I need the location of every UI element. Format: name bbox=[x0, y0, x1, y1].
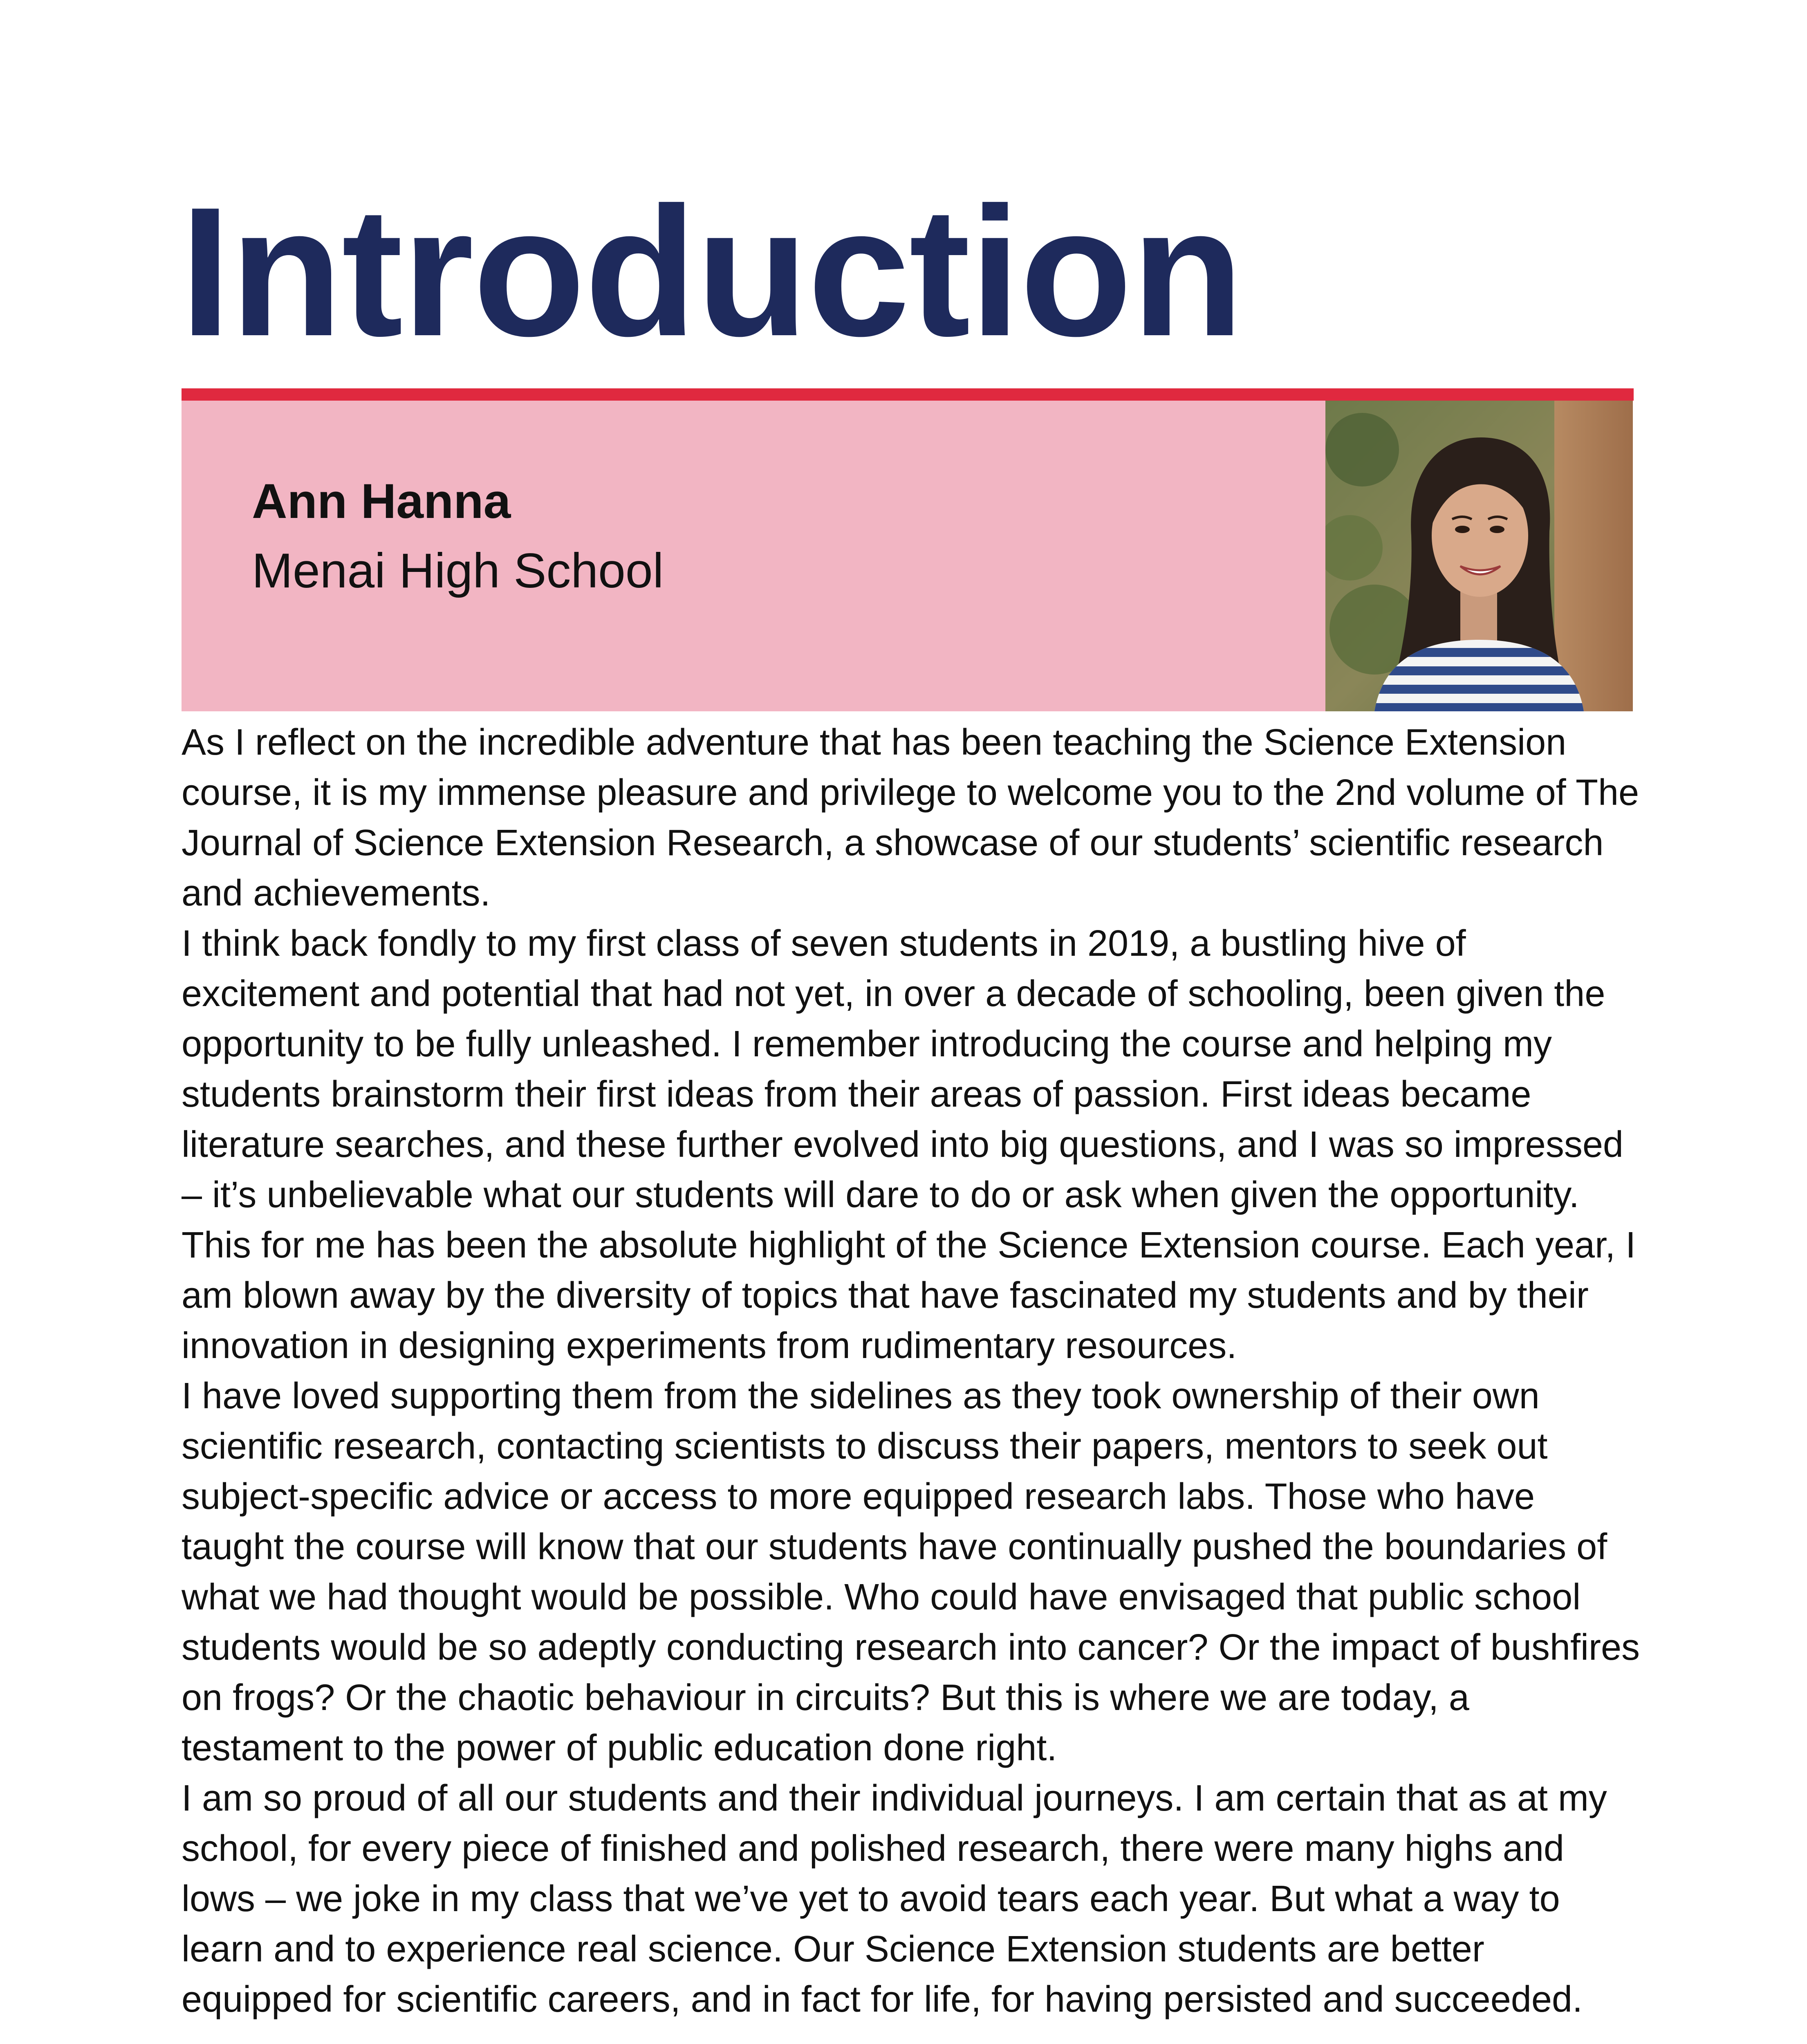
page-title: Introduction bbox=[180, 169, 1243, 374]
paragraph: I think back fondly to my first class of seven students in 2019, a bustling hive of excitement and potential that had not yet, in over a decade of schooling, been given the opportunity to be fully unleashed. I remember introducing the course and helping my students brainstorm their first ideas from their areas of passion. First ideas became literature searches, and these further evolved into big questions, and I was so impressed – it’s unbelievable what our students will dare to do or ask when given the opportunity. This for me has been the absolute highlight of the Science Extension course. Each year, I am blown away by the diversity of topics that have fascinated my students and by their innovation in designing experiments from rudimentary resources. bbox=[182, 923, 1636, 1366]
top-divider bbox=[182, 388, 1634, 401]
paragraph: I am so proud of all our students and their individual journeys. I am certain that as at my school, for every piece of finished and polished research, there were many highs and lows – we joke in my class that we’ve yet to avoid tears each year. But what a way to learn and to experience real science. Our Science Extension students are better equipped for scientific careers, and in fact for life, for having persisted and succeeded. bbox=[182, 1778, 1607, 2020]
paragraph: As I reflect on the incredible adventure that has been teaching the Science Extension course, it is my immense pleasure and privilege to welcome you to the 2nd volume of The Journal of Science Extension Research, a showcase of our students’ scientific research and achievements. bbox=[182, 722, 1639, 914]
paragraph: I have loved supporting them from the sidelines as they took ownership of their own scientific research, contacting scientists to discuss their papers, mentors to seek out subject-specific advice or access to more equipped research labs. Those who have taught the course will know that our students have continually pushed the boundaries of what we had thought would be possible. Who could have envisaged that public school students would be so adeptly conducting research into cancer? Or the impact of bushfires on frogs? Or the chaotic behaviour in circuits? But this is where we are today, a testament to the power of public education done right. bbox=[182, 1376, 1640, 1768]
author-portrait bbox=[1325, 401, 1633, 711]
author-name: Ann Hanna bbox=[252, 474, 511, 529]
author-school: Menai High School bbox=[252, 543, 664, 598]
article-body bbox=[182, 717, 1641, 2025]
